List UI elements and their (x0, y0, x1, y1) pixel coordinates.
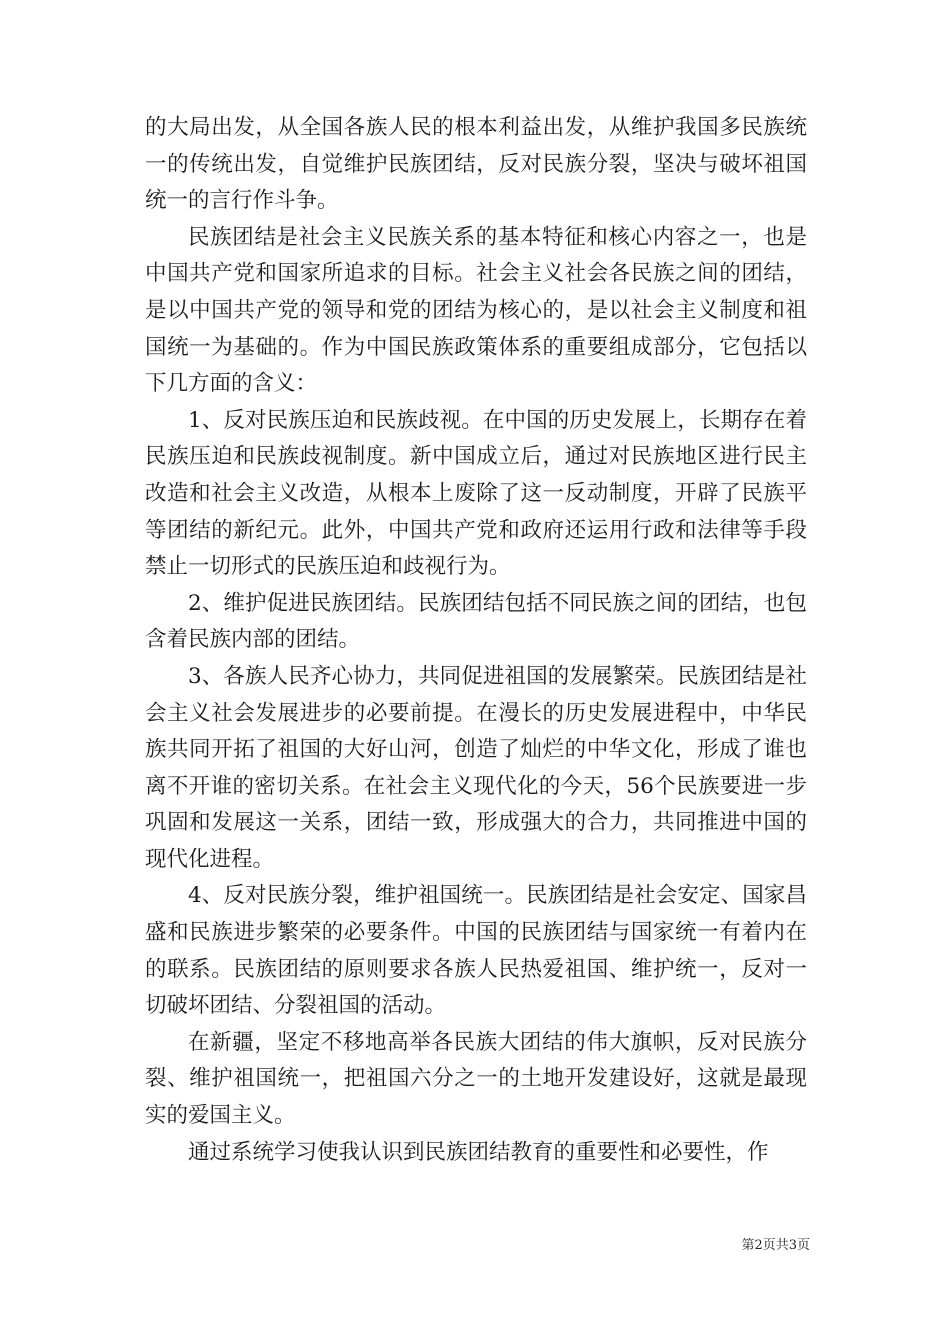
paragraph-5: 3、各族人民齐心协力，共同促进祖国的发展繁荣。民族团结是社会主义社会发展进步的必要前提。在漫长的历史发展进程中，中华民族共同开拓了祖国的大好山河，创造了灿烂的中华文化，形成了谁也离不开谁的密切关系。在社会主义现代化的今天，56个民族要进一步巩固和发展这一关系，团结一致，形成强大的合力，共同推进中国的现代化进程。 (145, 663, 807, 872)
page-number-footer: 第2页共3页 (741, 1238, 810, 1253)
paragraph-8: 通过系统学习使我认识到民族团结教育的重要性和必要性，作 (188, 1139, 769, 1165)
paragraph-3: 1、反对民族压迫和民族歧视。在中国的历史发展上，长期存在着民族压迫和民族歧视制度。新中国成立后，通过对民族地区进行民主改造和社会主义改造，从根本上废除了这一反动制度，开辟了民族平等团结的新纪元。此外，中国共产党和政府还运用行政和法律等手段禁止一切形式的民族压迫和歧视行为。 (145, 407, 807, 580)
paragraph-2: 民族团结是社会主义民族关系的基本特征和核心内容之一，也是中国共产党和国家所追求的目标。社会主义社会各民族之间的团结，是以中国共产党的领导和党的团结为核心的，是以社会主义制度和祖国统一为基础的。作为中国民族政策体系的重要组成部分，它包括以下几方面的含义： (145, 224, 807, 397)
paragraph-6: 4、反对民族分裂，维护祖国统一。民族团结是社会安定、国家昌盛和民族进步繁荣的必要条件。中国的民族团结与国家统一有着内在的联系。民族团结的原则要求各族人民热爱祖国、维护统一，反对一切破坏团结、分裂祖国的活动。 (145, 883, 807, 1019)
paragraph-4: 2、维护促进民族团结。民族团结包括不同民族之间的团结，也包含着民族内部的团结。 (145, 590, 807, 653)
paragraph-7: 在新疆，坚定不移地高举各民族大团结的伟大旗帜，反对民族分裂、维护祖国统一，把祖国六分之一的土地开发建设好，这就是最现实的爱国主义。 (145, 1029, 807, 1129)
document-body (145, 110, 807, 1171)
paragraph-1: 的大局出发，从全国各族人民的根本利益出发，从维护我国多民族统一的传统出发，自觉维护民族团结，反对民族分裂，坚决与破坏祖国统一的言行作斗争。 (145, 115, 807, 214)
